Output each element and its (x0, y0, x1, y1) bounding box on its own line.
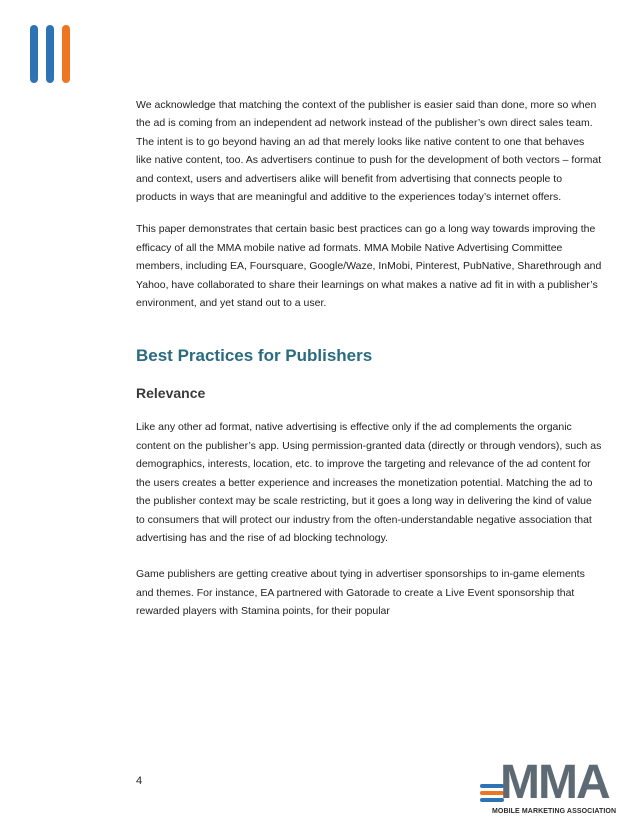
logo-bar-3 (62, 25, 70, 83)
mma-logo-text: MMA (500, 756, 609, 809)
section-title: Best Practices for Publishers (136, 346, 373, 366)
relevance-paragraph-1: Like any other ad format, native advertising is effective only if the ad complements the organic content on the publisher’s app. Using permission-granted data (directly or through vendors), such as demographics, interests, location, etc. to improve the targeting and relevance of the ad content for the users creates a better experience and increases the monetization potential. Matching the ad to the publisher context may be scale restricting, but it goes a long way in delivering the kind of value to consumers that will protect our industry from the often-understandable negative association that advertising has and the rise of ad blocking technology. (136, 421, 602, 544)
mma-logo-subtext: MOBILE MARKETING ASSOCIATION (492, 808, 617, 815)
logo-bar-1 (30, 25, 38, 83)
intro-paragraph-1: We acknowledge that matching the context of the publisher is easier said than done, more so when the ad is coming from an independent ad network instead of the publisher’s own direct sales team. The intent is to go beyond having an ad that merely looks like native content to one that behaves like native content, too. As advertisers continue to push for the development of both vectors – format and context, users and advertisers alike will benefit from advertising that connects people to products in ways that are meaningful and additive to the experiences today’s internet offers. (136, 99, 602, 204)
brand-bars-logo (17, 25, 72, 83)
page-number: 4 (136, 775, 143, 787)
page-content (136, 96, 602, 621)
relevance-paragraph-2: Game publishers are getting creative about tying in advertiser sponsorships to in-game elements and themes. For instance, EA partnered with Gatorade to create a Live Event sponsorship that rewarded players with Stamina points, for their popular (136, 568, 585, 618)
mma-footer-logo (478, 756, 620, 822)
subsection-title: Relevance (136, 385, 206, 402)
logo-bar-2 (46, 25, 54, 83)
intro-paragraph-2: This paper demonstrates that certain basic best practices can go a long way towards improving the efficacy of all the MMA mobile native ad formats. MMA Mobile Native Advertising Committee members, including EA, Foursquare, Google/Waze, InMobi, Pinterest, PubNative, Sharethrough and Yahoo, have collaborated to share their learnings on what makes a native ad fit in with a publisher’s environment, and yet stand out to a user. (136, 223, 602, 310)
